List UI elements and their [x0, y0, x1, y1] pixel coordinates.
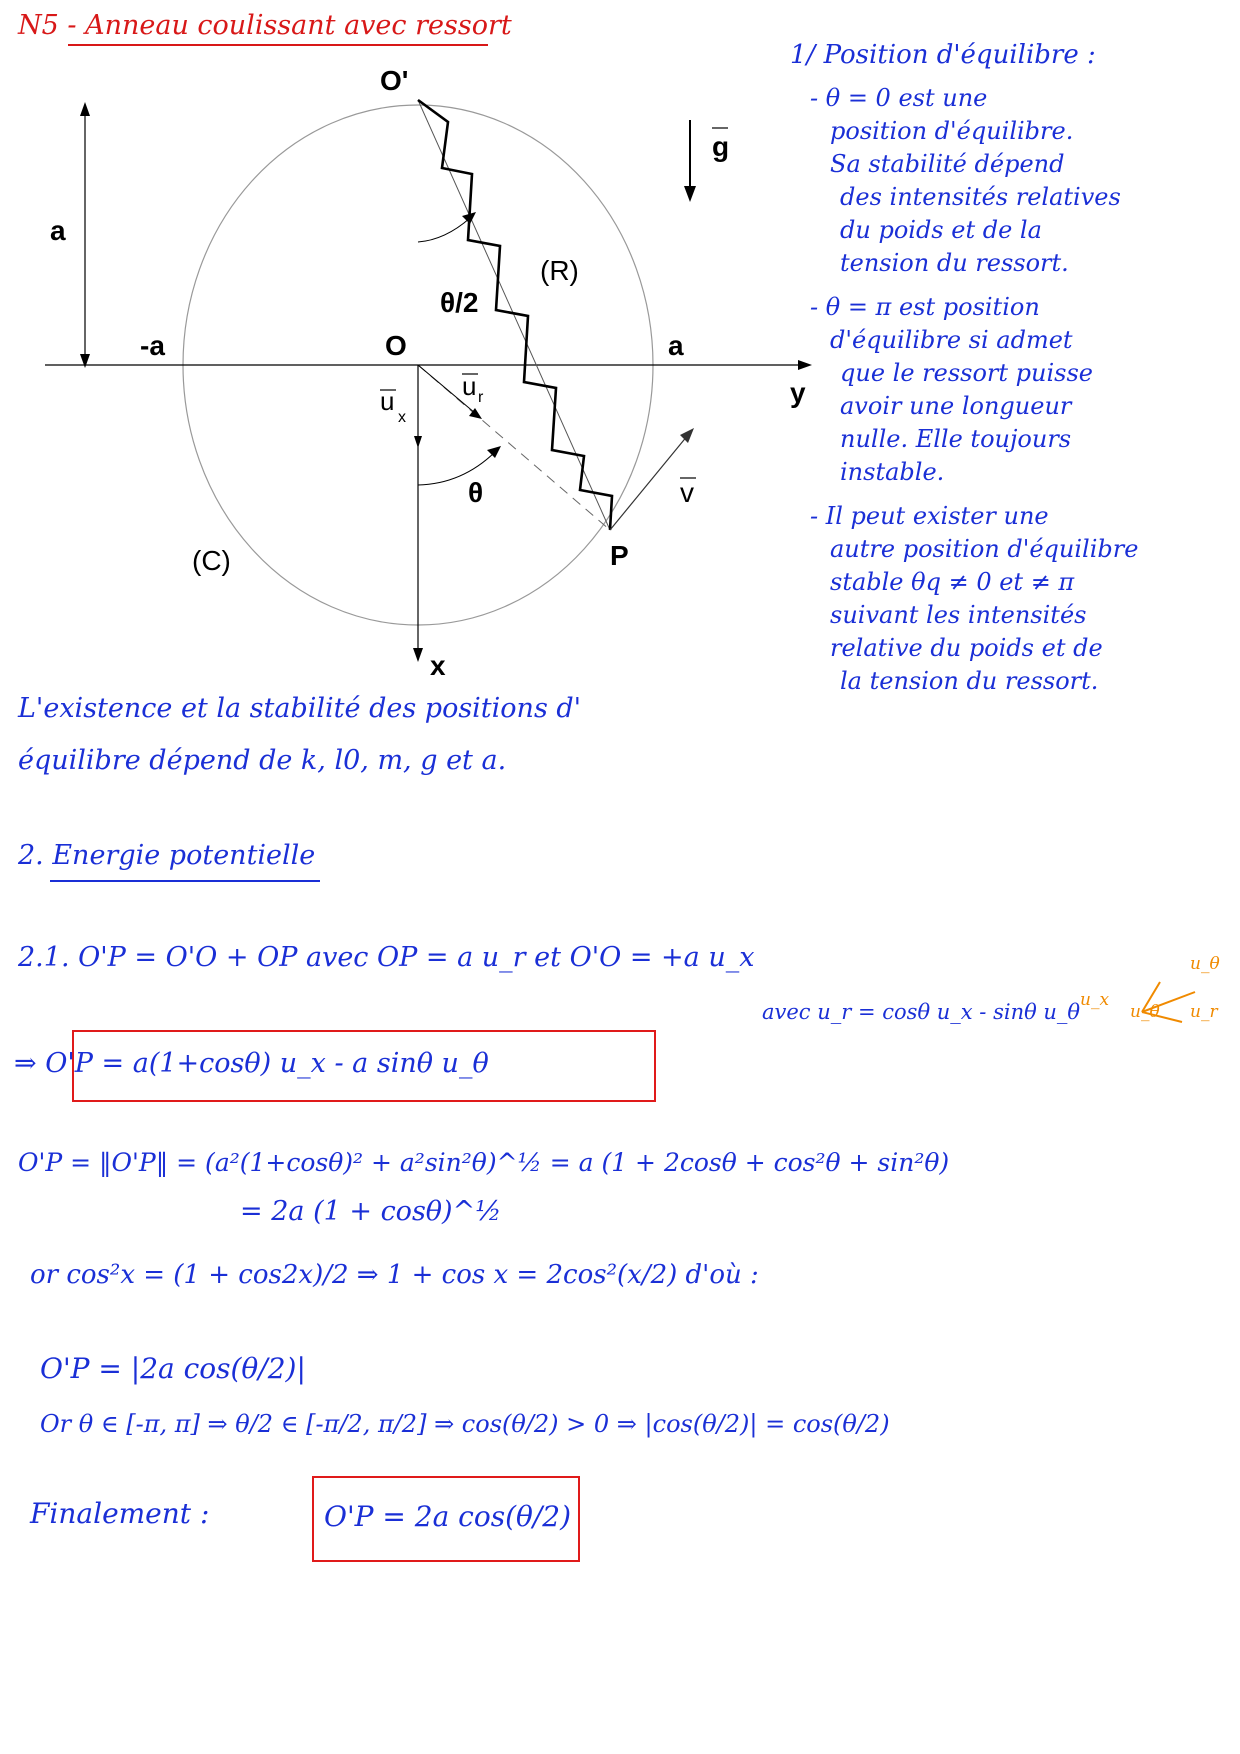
eq-line: relative du poids et de	[830, 634, 1103, 662]
boxed-vector-text: ⇒ O'P = a(1+cosθ) u_x - a sinθ u_θ	[14, 1048, 489, 1079]
label-minus-a: -a	[140, 330, 165, 361]
final-label: Finalement :	[30, 1497, 210, 1530]
label-theta: θ	[468, 477, 484, 508]
eq-line: - θ = 0 est une	[810, 84, 988, 112]
eq-line: autre position d'équilibre	[830, 535, 1139, 563]
label-theta-half: θ/2	[440, 287, 479, 318]
identity-line: or cos²x = (1 + cos2x)/2 ⇒ 1 + cos x = 2cos²(x/2) d'où :	[30, 1260, 759, 1290]
aside-basis-sketch	[1080, 954, 1230, 1030]
aside-label-ux: u_x	[1080, 990, 1110, 1010]
eq-line: position d'équilibre.	[830, 117, 1074, 145]
eq-line: que le ressort puisse	[840, 359, 1093, 387]
existence-note-line-1: L'existence et la stabilité des positions d'	[18, 693, 582, 724]
title-underline	[68, 44, 488, 46]
eq-line: des intensités relatives	[840, 183, 1121, 211]
norm-line-2: = 2a (1 + cosθ)^½	[240, 1196, 502, 1227]
theta-arc	[418, 452, 495, 485]
theta-arc-arrow	[487, 446, 501, 458]
eq-line: suivant les intensités	[830, 601, 1087, 629]
aside-label-utheta-bottom: u_θ	[1130, 1002, 1160, 1022]
eq-line: la tension du ressort.	[840, 667, 1099, 695]
label-r: (R)	[540, 255, 579, 286]
theta-half-arc	[418, 218, 470, 242]
a-height-arrow-top	[80, 102, 90, 116]
abs-line: O'P = |2a cos(θ/2)|	[40, 1352, 306, 1385]
x-axis-arrow	[413, 648, 423, 662]
eq-line: tension du ressort.	[840, 249, 1069, 277]
label-p: P	[610, 540, 629, 571]
label-o: O	[385, 330, 407, 361]
velocity-arrow	[680, 428, 694, 443]
aside-label-ur: u_r	[1190, 1002, 1218, 1022]
equilibrium-heading	[790, 40, 1096, 70]
ring-spring-diagram	[0, 50, 840, 690]
eq-line: - Il peut exister une	[810, 502, 1049, 530]
final-result-text: O'P = 2a cos(θ/2)	[324, 1500, 572, 1533]
page-title	[18, 10, 512, 41]
label-o-prime: O'	[380, 65, 409, 96]
eq-line: stable θq ≠ 0 et ≠ π	[830, 568, 1075, 596]
existence-note-line-2: équilibre dépend de k, l0, m, g et a.	[18, 745, 507, 776]
eq-2-1-aside: avec u_r = cosθ u_x - sinθ u_θ	[762, 1000, 1081, 1024]
title-text: N5 - Anneau coulissant avec ressort	[18, 10, 512, 41]
eq-line: avoir une longueur	[840, 392, 1072, 420]
range-line: Or θ ∈ [-π, π] ⇒ θ/2 ∈ [-π/2, π/2] ⇒ cos(θ/2) > 0 ⇒ |cos(θ/2)| = cos(θ/2)	[40, 1410, 890, 1438]
equilibrium-heading-text: 1/ Position d'équilibre :	[790, 40, 1096, 70]
label-y: y	[790, 377, 806, 408]
eq-2-1: 2.1. O'P = O'O + OP avec OP = a u_r et O'O = +a u_x	[18, 942, 755, 973]
label-a-right: a	[668, 330, 684, 361]
a-height-arrow-bottom	[80, 354, 90, 368]
velocity-vector	[610, 435, 688, 530]
label-v: v	[680, 477, 694, 508]
eq-line: d'équilibre si admet	[830, 326, 1073, 354]
equilibrium-notes	[810, 84, 1230, 700]
label-g: g	[712, 131, 730, 162]
eq-line: du poids et de la	[840, 216, 1042, 244]
eq-line: Sa stabilité dépend	[830, 150, 1065, 178]
section2-heading-underline	[50, 880, 320, 882]
aside-label-utheta-top: u_θ	[1190, 954, 1220, 974]
label-ur: u	[462, 371, 477, 401]
eq-line: instable.	[840, 458, 945, 486]
label-x: x	[430, 650, 446, 681]
label-c: (C)	[192, 545, 231, 576]
label-ux: u	[380, 386, 395, 416]
label-ux-sub: x	[398, 409, 406, 426]
section2-heading: 2. Energie potentielle	[18, 840, 316, 871]
label-a-top: a	[50, 215, 66, 246]
ux-arrow	[414, 436, 422, 448]
eq-line: - θ = π est position	[810, 293, 1040, 321]
gravity-arrow	[684, 186, 696, 202]
label-ur-sub: r	[478, 389, 484, 406]
eq-line: nulle. Elle toujours	[840, 425, 1072, 453]
norm-line-1: O'P = ‖O'P‖ = (a²(1+cosθ)² + a²sin²θ)^½ = a (1 + 2cosθ + cos²θ + sin²θ)	[18, 1148, 950, 1177]
